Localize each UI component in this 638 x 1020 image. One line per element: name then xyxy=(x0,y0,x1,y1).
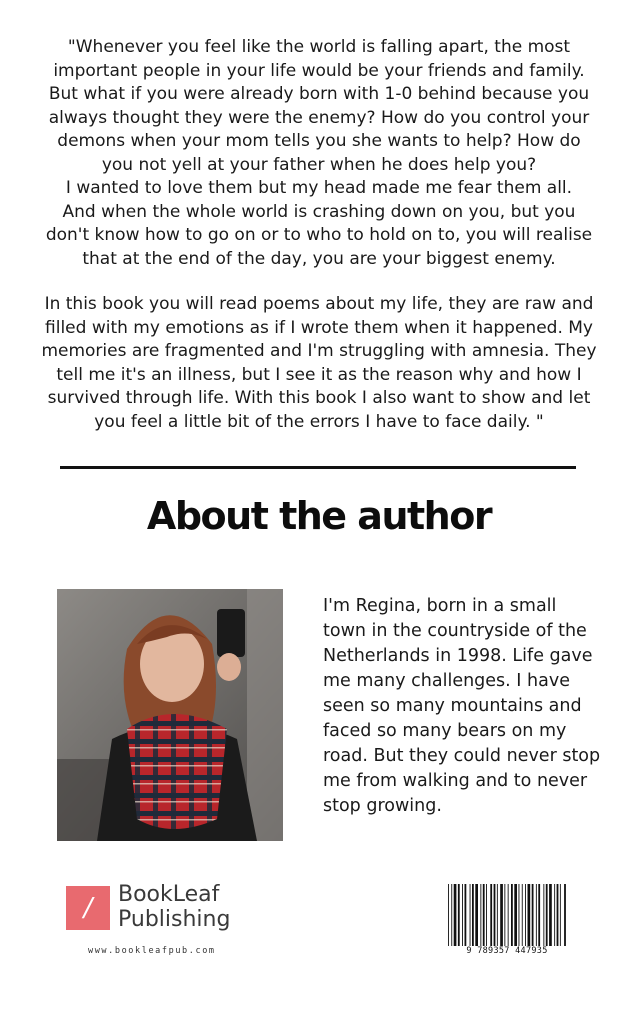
blurb-paragraph-4: In this book you will read poems about my life, they are raw and filled with my emotions as if I wrote them when it happened. My memories are fragmented and I'm struggling with amnesia. They tell me it's an illness, but I see it as the reason why and how I survived through life. With this book I also want to show and let you feel a little bit of the errors I have to face daily. " xyxy=(41,294,597,432)
publisher-name-line2: Publishing xyxy=(118,907,231,932)
section-divider xyxy=(60,466,576,469)
about-author-heading: About the author xyxy=(146,494,492,538)
author-portrait-image xyxy=(57,589,283,841)
blurb-paragraph-2: I wanted to love them but my head made me fear them all. xyxy=(65,178,573,198)
isbn-number: 9 789357 447935 xyxy=(446,946,568,956)
bookleaf-logo-icon: / xyxy=(66,886,110,930)
publisher-url: www.bookleafpub.com xyxy=(88,946,216,956)
publisher-name-line1: BookLeaf xyxy=(118,882,220,907)
author-photo xyxy=(57,589,283,841)
back-cover-blurb xyxy=(40,36,598,434)
blurb-paragraph-3: And when the whole world is crashing down on you, but you don't know how to go on or to who to hold on to, you will realise that at the end of the day, you are your biggest enemy. xyxy=(45,201,593,269)
publisher-name xyxy=(118,882,230,932)
paragraph-gap xyxy=(40,271,598,293)
blurb-paragraph-1: "Whenever you feel like the world is falling apart, the most important people in your life would be your friends and family. But what if you were already born with 1-0 behind because you always thought they were the enemy? How do you control your demons when your mom tells you she wants to help? How do you not yell at your father when he does help you? xyxy=(48,37,590,175)
author-bio: I'm Regina, born in a small town in the countryside of the Netherlands in 1998. Life gave me many challenges. I have seen so many mountains and faced so many bears on my road. But they could never stop me from walking and to never stop growing. xyxy=(323,596,601,816)
